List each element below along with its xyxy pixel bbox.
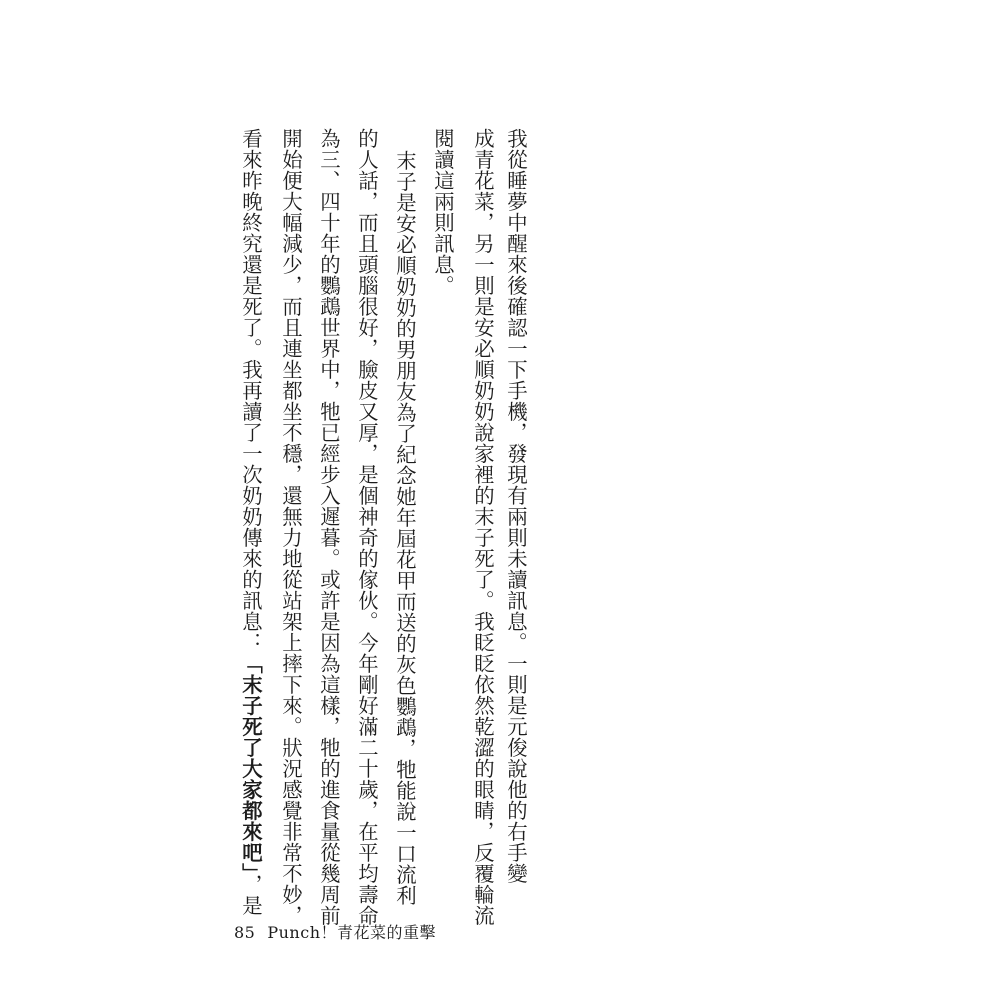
text-column-8-main: 看來昨晚終究還是死了。我再讀了一次奶奶傳來的訊息：	[239, 128, 263, 653]
text-column-2: 成青花菜，另一則是安必順奶奶說家裡的末子死了。我眨眨依然乾澀的眼睛，反覆輪流	[471, 128, 495, 926]
quoted-message: 「末子死了大家都來吧」	[239, 653, 263, 874]
running-title-latin: Punch！	[267, 923, 338, 942]
text-column-8	[231, 128, 271, 916]
text-column-8-tail: ，是	[239, 873, 263, 916]
page-number: 85	[234, 923, 256, 942]
text-column-1: 我從睡夢中醒來後確認一下手機，發現有兩則未讀訊息。一則是元俊說他的右手變	[504, 128, 528, 884]
page-footer	[234, 920, 436, 943]
text-column-6: 為三、四十年的鸚鵡世界中，牠已經步入遲暮。或許是因為這樣，牠的進食量從幾周前	[317, 128, 341, 926]
text-column-7: 開始便大幅減少，而且連坐都坐不穩，還無力地從站架上摔下來。狀況感覺非常不妙，	[279, 128, 303, 926]
text-column-3: 閱讀這兩則訊息。	[431, 128, 455, 296]
text-column-4: 末子是安必順奶奶的男朋友為了紀念她年屆花甲而送的灰色鸚鵡，牠能說一口流利	[393, 150, 417, 906]
text-column-5: 的人話，而且頭腦很好，臉皮又厚，是個神奇的傢伙。今年剛好滿二十歲，在平均壽命	[355, 128, 379, 926]
running-title-cjk: 青花菜的重擊	[337, 923, 437, 942]
